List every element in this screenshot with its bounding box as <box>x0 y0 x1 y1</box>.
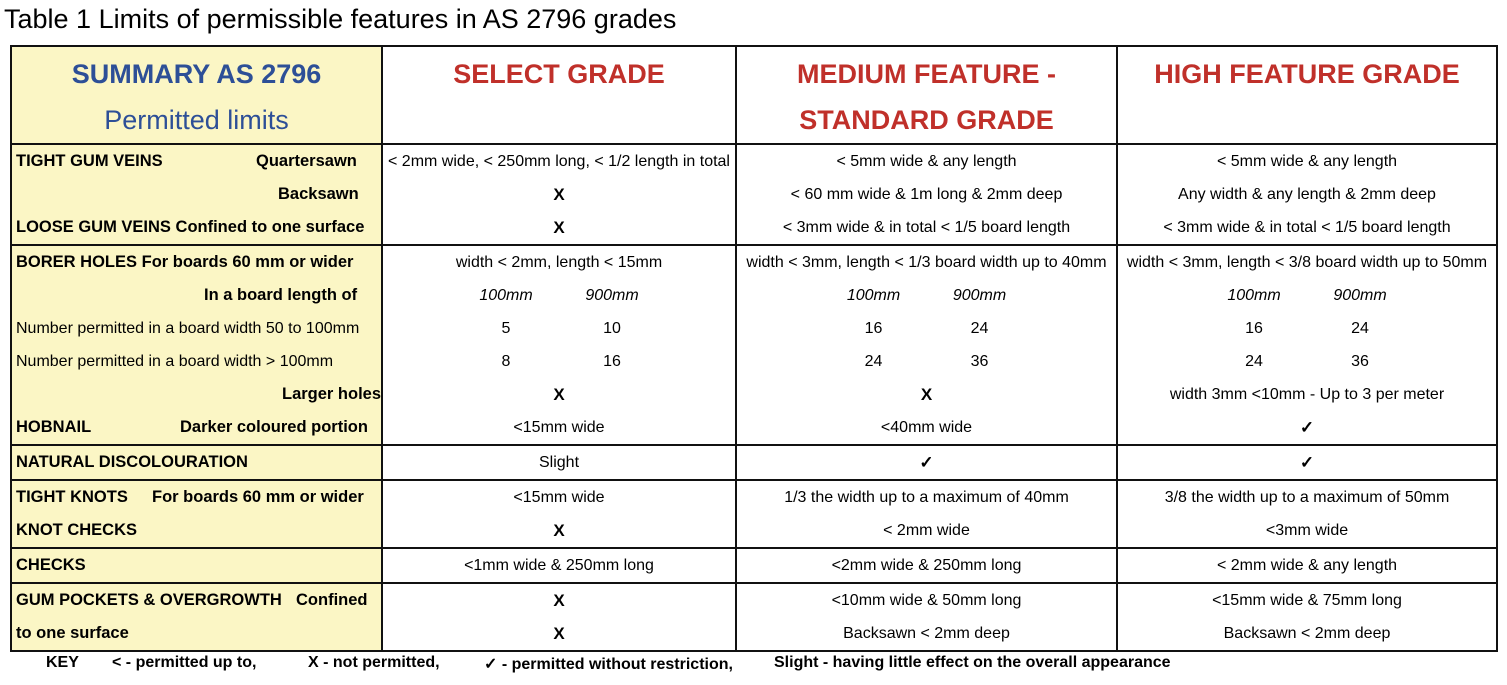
knots-high <box>1117 480 1497 548</box>
quartersawn-label: Quartersawn <box>256 152 357 170</box>
gum-veins-high <box>1117 144 1497 245</box>
borer-holes-line <box>12 246 381 279</box>
gum-pockets-select <box>382 583 736 651</box>
key-check-mark: ✓ - permitted without restriction, <box>484 656 733 673</box>
larger-holes-label: Larger holes <box>282 385 382 403</box>
tight-knots-label: TIGHT KNOTS <box>16 488 128 506</box>
count-a: 5 <box>501 320 511 337</box>
cell-text: width < 3mm, length < 1/3 board width up to 40mm <box>746 254 1107 271</box>
knots-medium <box>736 480 1117 548</box>
medium-grade-title-1: MEDIUM FEATURE - <box>797 59 1056 89</box>
check-mark-icon: ✓ <box>1299 418 1315 437</box>
natural-discolouration-label: NATURAL DISCOLOURATION <box>16 453 248 471</box>
borer-holes-section <box>11 245 1497 445</box>
gum-pockets-label: GUM POCKETS & OVERGROWTH <box>16 591 282 609</box>
cell-text: Backsawn < 2mm deep <box>843 625 1010 642</box>
checks-medium <box>736 548 1117 583</box>
board-length-label: In a board length of <box>204 286 358 304</box>
count-pair <box>1118 312 1496 345</box>
natural-discolouration-row <box>11 445 1497 480</box>
cell-text: width < 2mm, length < 15mm <box>455 254 663 271</box>
cell-text: < 3mm wide & in total < 1/5 board length <box>1163 219 1451 236</box>
count-a: 16 <box>1245 320 1263 337</box>
cell-text: <2mm wide & 250mm long <box>831 557 1022 574</box>
check-mark-icon: ✓ <box>1299 453 1315 472</box>
gum-veins-medium <box>736 144 1117 245</box>
borer-holes-high <box>1117 245 1497 445</box>
tight-knots-sub: For boards 60 mm or wider <box>152 488 364 506</box>
cell-text: Slight <box>538 454 580 471</box>
not-permitted-mark: X <box>553 591 565 610</box>
hobnail-sub: Darker coloured portion <box>180 418 368 436</box>
cell-text: <15mm wide & 75mm long <box>1212 592 1402 609</box>
gum-veins-labels <box>11 144 382 245</box>
length-pair <box>383 279 735 312</box>
not-permitted-mark: X <box>920 385 933 404</box>
len-a: 100mm <box>479 287 533 304</box>
cell-text: Any width & any length & 2mm deep <box>1178 186 1436 203</box>
gum-pockets-high <box>1117 583 1497 651</box>
borer-holes-sub: For boards 60 mm or wider <box>141 253 354 271</box>
cell-text: 3/8 the width up to a maximum of 50mm <box>1164 489 1450 506</box>
cell-text: < 3mm wide & in total < 1/5 board length <box>782 219 1071 236</box>
natural-discolouration-labels <box>11 445 382 480</box>
not-permitted-mark: X <box>553 624 565 643</box>
len-a: 100mm <box>846 287 901 304</box>
gum-pockets-line <box>12 584 381 617</box>
len-b: 900mm <box>1333 287 1387 304</box>
select-grade-title: SELECT GRADE <box>453 59 665 89</box>
tight-knots-line <box>12 481 381 514</box>
cell-text: <40mm wide <box>880 419 973 436</box>
count-a: 8 <box>501 353 511 370</box>
cell-text: < 2mm wide & any length <box>1216 557 1398 574</box>
cell-text: 1/3 the width up to a maximum of 40mm <box>784 489 1069 506</box>
count-b: 10 <box>603 320 621 337</box>
len-a: 100mm <box>1227 287 1281 304</box>
natural-high <box>1117 445 1497 480</box>
table-title: Table 1 Limits of permissible features in AS 2796 grades <box>4 4 677 34</box>
high-grade-title: HIGH FEATURE GRADE <box>1154 59 1460 89</box>
cell-text: width 3mm <10mm - Up to 3 per meter <box>1169 386 1445 403</box>
not-permitted-mark: X <box>553 218 565 237</box>
count-b: 16 <box>603 353 621 370</box>
gum-pockets-labels <box>11 583 382 651</box>
tight-gum-veins-label: TIGHT GUM VEINS <box>16 152 163 170</box>
count-a: 16 <box>864 320 883 337</box>
larger-holes-line <box>12 378 381 411</box>
high-grade-header <box>1117 46 1497 144</box>
cell-text: < 2mm wide <box>883 522 970 539</box>
natural-medium <box>736 445 1117 480</box>
loose-gum-veins-sub: Confined to one surface <box>175 218 365 236</box>
knot-checks-label: KNOT CHECKS <box>16 521 138 539</box>
checks-select <box>382 548 736 583</box>
gum-pockets-sub: Confined <box>296 591 368 609</box>
checks-high <box>1117 548 1497 583</box>
backsawn-line <box>12 178 381 211</box>
length-pair <box>737 279 1116 312</box>
cell-text: <15mm wide <box>513 489 605 506</box>
borer-holes-labels <box>11 245 382 445</box>
key-label: KEY <box>46 654 79 671</box>
check-mark-icon: ✓ <box>919 453 934 472</box>
len-b: 900mm <box>952 287 1007 304</box>
medium-grade-title-2: STANDARD GRADE <box>799 105 1054 135</box>
count-a: 24 <box>1245 353 1263 370</box>
header-row <box>11 46 1497 144</box>
cell-text: <15mm wide <box>513 419 605 436</box>
count-pair <box>737 345 1116 378</box>
count-pair <box>383 312 735 345</box>
count-pair <box>383 345 735 378</box>
len-b: 900mm <box>585 287 639 304</box>
borer-holes-select <box>382 245 736 445</box>
key-not-permitted: X - not permitted, <box>308 654 440 671</box>
knots-labels <box>11 480 382 548</box>
cell-text: < 60 mm wide & 1m long & 2mm deep <box>790 186 1063 203</box>
checks-row <box>11 548 1497 583</box>
not-permitted-mark: X <box>553 385 565 404</box>
cell-text: <10mm wide & 50mm long <box>831 592 1022 609</box>
count-pair <box>737 312 1116 345</box>
hobnail-line <box>12 411 381 444</box>
not-permitted-mark: X <box>553 185 565 204</box>
cell-text: <3mm wide <box>1265 522 1349 539</box>
hobnail-label: HOBNAIL <box>16 418 92 436</box>
key-less-than: < - permitted up to, <box>112 654 257 671</box>
board-length-line <box>12 279 381 312</box>
borer-holes-medium <box>736 245 1117 445</box>
count-b: 24 <box>1351 320 1369 337</box>
cell-text: < 5mm wide & any length <box>836 153 1017 170</box>
knots-select <box>382 480 736 548</box>
borer-holes-label: BORER HOLES <box>16 253 138 271</box>
backsawn-label: Backsawn <box>278 185 359 203</box>
checks-label: CHECKS <box>16 556 86 574</box>
cell-text: Backsawn < 2mm deep <box>1223 625 1391 642</box>
gum-pockets-section <box>11 583 1497 651</box>
gum-veins-section <box>11 144 1497 245</box>
number-permitted-2-label: Number permitted in a board width > 100mm <box>16 353 334 370</box>
key-slight: Slight - having little effect on the overall appearance <box>774 654 1171 671</box>
cell-text: width < 3mm, length < 3/8 board width up to 50mm <box>1126 254 1488 271</box>
gum-veins-select <box>382 144 736 245</box>
count-b: 36 <box>970 353 989 370</box>
cell-text: < 2mm wide, < 250mm long, < 1/2 length in total <box>388 153 730 170</box>
number-permitted-1-label: Number permitted in a board width 50 to 100mm <box>16 320 360 337</box>
gum-pockets-medium <box>736 583 1117 651</box>
not-permitted-mark: X <box>553 521 565 540</box>
summary-title: SUMMARY AS 2796 <box>71 59 322 89</box>
cell-text: < 5mm wide & any length <box>1216 153 1398 170</box>
knots-section <box>11 480 1497 548</box>
count-pair <box>1118 345 1496 378</box>
loose-gum-veins-line <box>12 211 381 244</box>
length-pair <box>1118 279 1496 312</box>
tight-gum-veins-line <box>12 145 381 178</box>
checks-labels <box>11 548 382 583</box>
count-b: 36 <box>1351 353 1369 370</box>
natural-select <box>382 445 736 480</box>
cell-text: <1mm wide & 250mm long <box>464 557 654 574</box>
summary-header <box>11 46 382 144</box>
gum-pockets-label-2: to one surface <box>16 624 129 642</box>
select-grade-header <box>382 46 736 144</box>
grades-table <box>10 45 1498 652</box>
count-b: 24 <box>970 320 989 337</box>
loose-gum-veins-label: LOOSE GUM VEINS <box>16 218 171 236</box>
medium-grade-header <box>736 46 1117 144</box>
count-a: 24 <box>864 353 883 370</box>
summary-subtitle: Permitted limits <box>104 105 289 135</box>
